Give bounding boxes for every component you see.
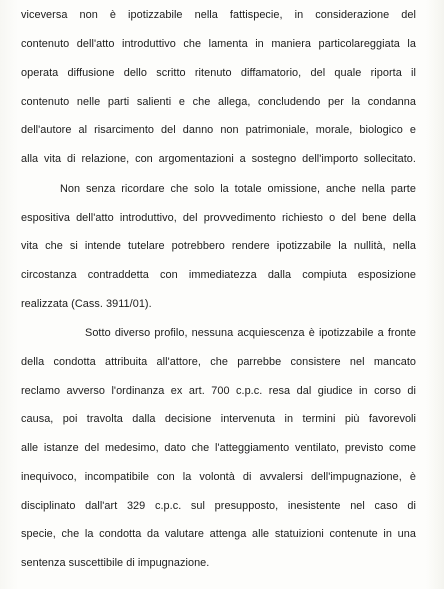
text-line: contenuto nelle parti salienti e che allega, concludendo per la condanna <box>21 96 416 108</box>
text-line: Non senza ricordare che solo la totale omissione, anche nella parte <box>60 183 416 195</box>
text-line: espositiva dell'atto introduttivo, del provvedimento richiesto o del bene della <box>21 212 416 224</box>
text-line: dell'autore al risarcimento del danno non patrimoniale, morale, biologico e <box>21 124 416 136</box>
text-line: circostanza contraddetta con immediatezza dalla compiuta esposizione <box>21 269 416 281</box>
text-line: specie, che la condotta da valutare attenga alle statuizioni contenute in una <box>21 528 416 540</box>
text-line: realizzata (Cass. 3911/01). <box>21 298 152 310</box>
text-line: della condotta attribuita all'attore, che parrebbe consistere nel mancato <box>21 356 416 368</box>
text-line: sentenza suscettibile di impugnazione. <box>21 557 210 569</box>
text-line: inequivoco, incompatibile con la volontà di avvalersi dell'impugnazione, è <box>21 471 416 483</box>
text-line: alla vita di relazione, con argomentazioni a sostegno dell'importo sollecitato. <box>21 153 416 165</box>
text-line: alle istanze del medesimo, dato che l'atteggiamento ventilato, previsto come <box>21 442 416 454</box>
text-line: viceversa non è ipotizzabile nella fattispecie, in considerazione del <box>21 9 416 21</box>
text-line: vita che si intende tutelare potrebbero rendere ipotizzabile la nullità, nella <box>21 240 416 252</box>
text-line: reclamo avverso l'ordinanza ex art. 700 c.p.c. resa dal giudice in corso di <box>21 385 416 397</box>
text-line: causa, poi travolta dalla decisione intervenuta in termini più favorevoli <box>21 413 416 425</box>
text-line: Sotto diverso profilo, nessuna acquiescenza è ipotizzabile a fronte <box>85 327 416 339</box>
text-line: operata diffusione dello scritto ritenuto diffamatorio, del quale riporta il <box>21 67 416 79</box>
text-line: disciplinato dall'art 329 c.p.c. sul presupposto, inesistente nel caso di <box>21 500 416 512</box>
text-line: contenuto dell'atto introduttivo che lamenta in maniera particolareggiata la <box>21 38 416 50</box>
